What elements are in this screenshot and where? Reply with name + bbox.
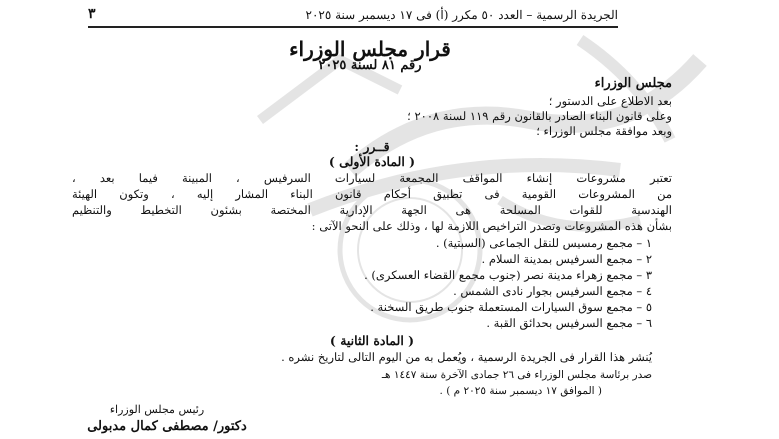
article1-text-line: تعتبر مشروعات إنشاء المواقف المجمعة لسيارات السرفيس ، المبينة فيما بعد ، (72, 171, 672, 185)
decided-heading: قــرر : (354, 139, 390, 154)
project-item: ٣ – مجمع زهراء مدينة نصر (جنوب مجمع القضاء العسكرى) . (364, 268, 652, 282)
signatory-role: رئيس مجلس الوزراء (109, 403, 205, 416)
issued-line: صدر برئاسة مجلس الوزراء فى ٢٦ جمادى الآخرة سنة ١٤٤٧ هـ (381, 369, 652, 381)
preamble-line: وعلى قانون البناء الصادر بالقانون رقم ١١٩ لسنة ٢٠٠٨ ؛ (407, 109, 672, 123)
project-item: ٥ – مجمع سوق السيارات المستعملة جنوب طريق السخنة . (370, 300, 652, 314)
article1-heading: ( المادة الأولى ) (328, 154, 416, 169)
preamble-line: وبعد موافقة مجلس الوزراء ؛ (536, 124, 672, 138)
preamble-line: بعد الاطلاع على الدستور ؛ (548, 94, 672, 108)
page-number: ٣ (88, 6, 96, 22)
header-text: الجريدة الرسمية – العدد ٥٠ مكرر (أ) فى ١٧ ديسمبر سنة ٢٠٢٥ (305, 8, 618, 22)
decree-number: رقم ٨١ لسنة ٢٠٢٥ (318, 58, 422, 73)
decree-title: قرار مجلس الوزراء (289, 37, 451, 61)
article1-text-line: الهندسية للقوات المسلحة هى الجهة الإدارية المختصة بشئون التخطيط والتنظيم (72, 203, 672, 217)
article2-heading: ( المادة الثانية ) (329, 333, 415, 348)
decree-body (72, 76, 672, 436)
project-item: ٦ – مجمع السرفيس بحدائق القبة . (486, 316, 652, 330)
project-item: ١ – مجمع رمسيس للنقل الجماعى (السبتية) . (435, 236, 652, 250)
article1-text-line: من المشروعات القومية فى تطبيق أحكام قانون البناء المشار إليه ، وتكون الهيئة (72, 187, 672, 201)
header-divider (88, 26, 618, 28)
issued-line: ( الموافق ١٧ ديسمبر سنة ٢٠٢٥ م ) . (439, 385, 602, 397)
council-heading: مجلس الوزراء (594, 76, 672, 91)
article2-text: يُنشر هذا القرار فى الجريدة الرسمية ، ويُعمل به من اليوم التالى لتاريخ نشره . (281, 350, 652, 364)
project-item: ٢ – مجمع السرفيس بمدينة السلام . (481, 252, 652, 266)
gazette-header (88, 6, 618, 26)
project-item: ٤ – مجمع السرفيس بجوار نادى الشمس . (453, 284, 652, 298)
signatory-name: دكتور/ مصطفى كمال مدبولى (87, 419, 247, 434)
article1-text-line: بشأن هذه المشروعات وتصدر التراخيص اللازمة لها ، وذلك على النحو الآتى : (311, 219, 672, 233)
